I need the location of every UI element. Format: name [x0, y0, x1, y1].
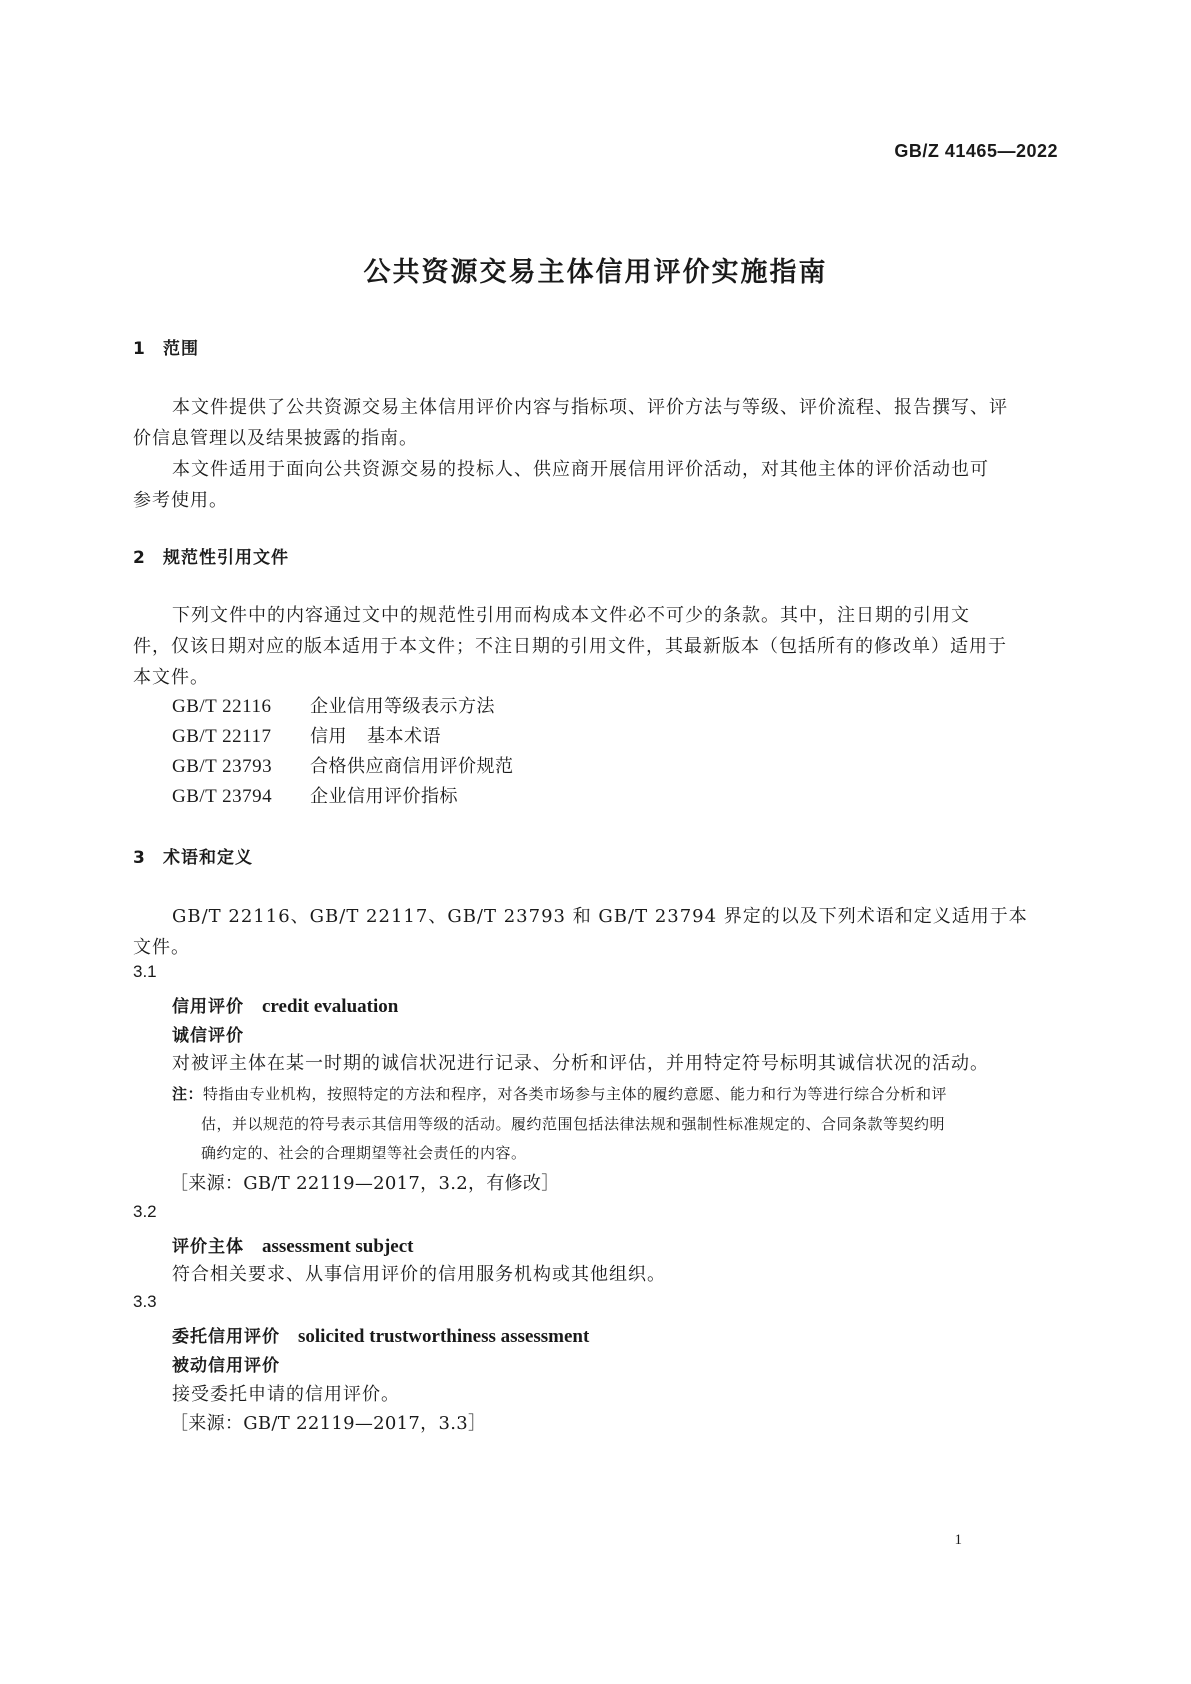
section-2-para-line-3: 本文件。: [133, 667, 209, 688]
term-heading: [172, 1232, 413, 1258]
reference-code: GB/T 22116: [172, 696, 272, 717]
section-2-para-line-1: 下列文件中的内容通过文中的规范性引用而构成本文件必不可少的条款。其中，注日期的引用文: [172, 605, 970, 626]
term-number: 3.1: [133, 962, 157, 981]
section-number: 2: [133, 548, 146, 568]
normative-reference-item: [172, 692, 495, 718]
reference-code: GB/T 23793: [172, 756, 273, 777]
section-3-heading: [133, 843, 253, 868]
term-heading: [172, 1322, 589, 1348]
term-number: 3.2: [133, 1202, 157, 1221]
section-1-para-1-line-2: 价信息管理以及结果披露的指南。: [133, 428, 418, 449]
note-text: 特指由专业机构，按照特定的方法和程序，对各类市场参与主体的履约意愿、能力和行为等进行综合分析和评: [203, 1085, 948, 1103]
normative-reference-item: [172, 752, 514, 778]
term-name-zh: 评价主体: [172, 1237, 244, 1257]
section-1-heading: [133, 334, 199, 359]
term-synonym: [172, 1351, 280, 1376]
term-heading: [172, 992, 398, 1018]
term-definition: 符合相关要求、从事信用评价的信用服务机构或其他组织。: [172, 1264, 666, 1285]
document-number: GB/Z 41465—2022: [894, 141, 1058, 161]
reference-title: 合格供应商信用评价规范: [310, 756, 514, 777]
term-source: ［来源：GB/T 22119—2017，3.3］: [170, 1413, 487, 1434]
document-title: 公共资源交易主体信用评价实施指南: [363, 257, 828, 288]
section-1-para-2-line-2: 参考使用。: [133, 490, 228, 511]
page-number: 1: [954, 1532, 962, 1548]
note-label: 注：: [172, 1085, 204, 1103]
section-2-heading: [133, 543, 289, 568]
reference-title: 企业信用评价指标: [310, 786, 458, 807]
section-title: 术语和定义: [163, 848, 253, 868]
term-note-line-1: [172, 1083, 947, 1104]
term-synonym-text: 诚信评价: [172, 1026, 244, 1046]
term-source: ［来源：GB/T 22119—2017，3.2，有修改］: [170, 1173, 560, 1194]
term-definition: 对被评主体在某一时期的诚信状况进行记录、分析和评估，并用特定符号标明其诚信状况的活动。: [172, 1053, 989, 1074]
section-title: 范围: [163, 339, 199, 359]
section-number: 3: [133, 848, 146, 868]
reference-title: 信用: [310, 726, 347, 747]
term-definition: 接受委托申请的信用评价。: [172, 1384, 400, 1405]
reference-code: GB/T 23794: [172, 786, 273, 807]
reference-code: GB/T 22117: [172, 726, 272, 747]
section-3-para-line-2: 文件。: [133, 937, 190, 958]
section-number: 1: [133, 339, 146, 359]
term-name-en: assessment subject: [262, 1236, 414, 1257]
section-1-para-1-line-1: 本文件提供了公共资源交易主体信用评价内容与指标项、评价方法与等级、评价流程、报告撰写、评: [172, 397, 1008, 418]
section-3-para-line-1: GB/T 22116、GB/T 22117、GB/T 23793 和 GB/T 23794 界定的以及下列术语和定义适用于本: [172, 906, 1028, 927]
reference-title-part-2: 基本术语: [367, 726, 441, 747]
term-name-zh: 委托信用评价: [172, 1327, 280, 1347]
section-2-para-line-2: 件，仅该日期对应的版本适用于本文件；不注日期的引用文件，其最新版本（包括所有的修改单）适用于: [133, 636, 1007, 657]
term-note-line-3: 确约定的、社会的合理期望等社会责任的内容。: [201, 1144, 527, 1162]
term-name-en: solicited trustworthiness assessment: [298, 1326, 590, 1347]
reference-title: 企业信用等级表示方法: [310, 696, 495, 717]
term-note-line-2: 估，并以规范的符号表示其信用等级的活动。履约范围包括法律法规和强制性标准规定的、合同条款等契约明: [201, 1115, 946, 1133]
term-number: 3.3: [133, 1292, 157, 1311]
term-name-en: credit evaluation: [262, 996, 399, 1017]
term-synonym-text: 被动信用评价: [172, 1356, 280, 1376]
section-1-para-2-line-1: 本文件适用于面向公共资源交易的投标人、供应商开展信用评价活动，对其他主体的评价活动也可: [172, 459, 989, 480]
term-synonym: [172, 1021, 244, 1046]
section-title: 规范性引用文件: [163, 548, 289, 568]
normative-reference-item: [172, 782, 458, 808]
term-name-zh: 信用评价: [172, 997, 244, 1017]
normative-reference-item: [172, 722, 441, 748]
